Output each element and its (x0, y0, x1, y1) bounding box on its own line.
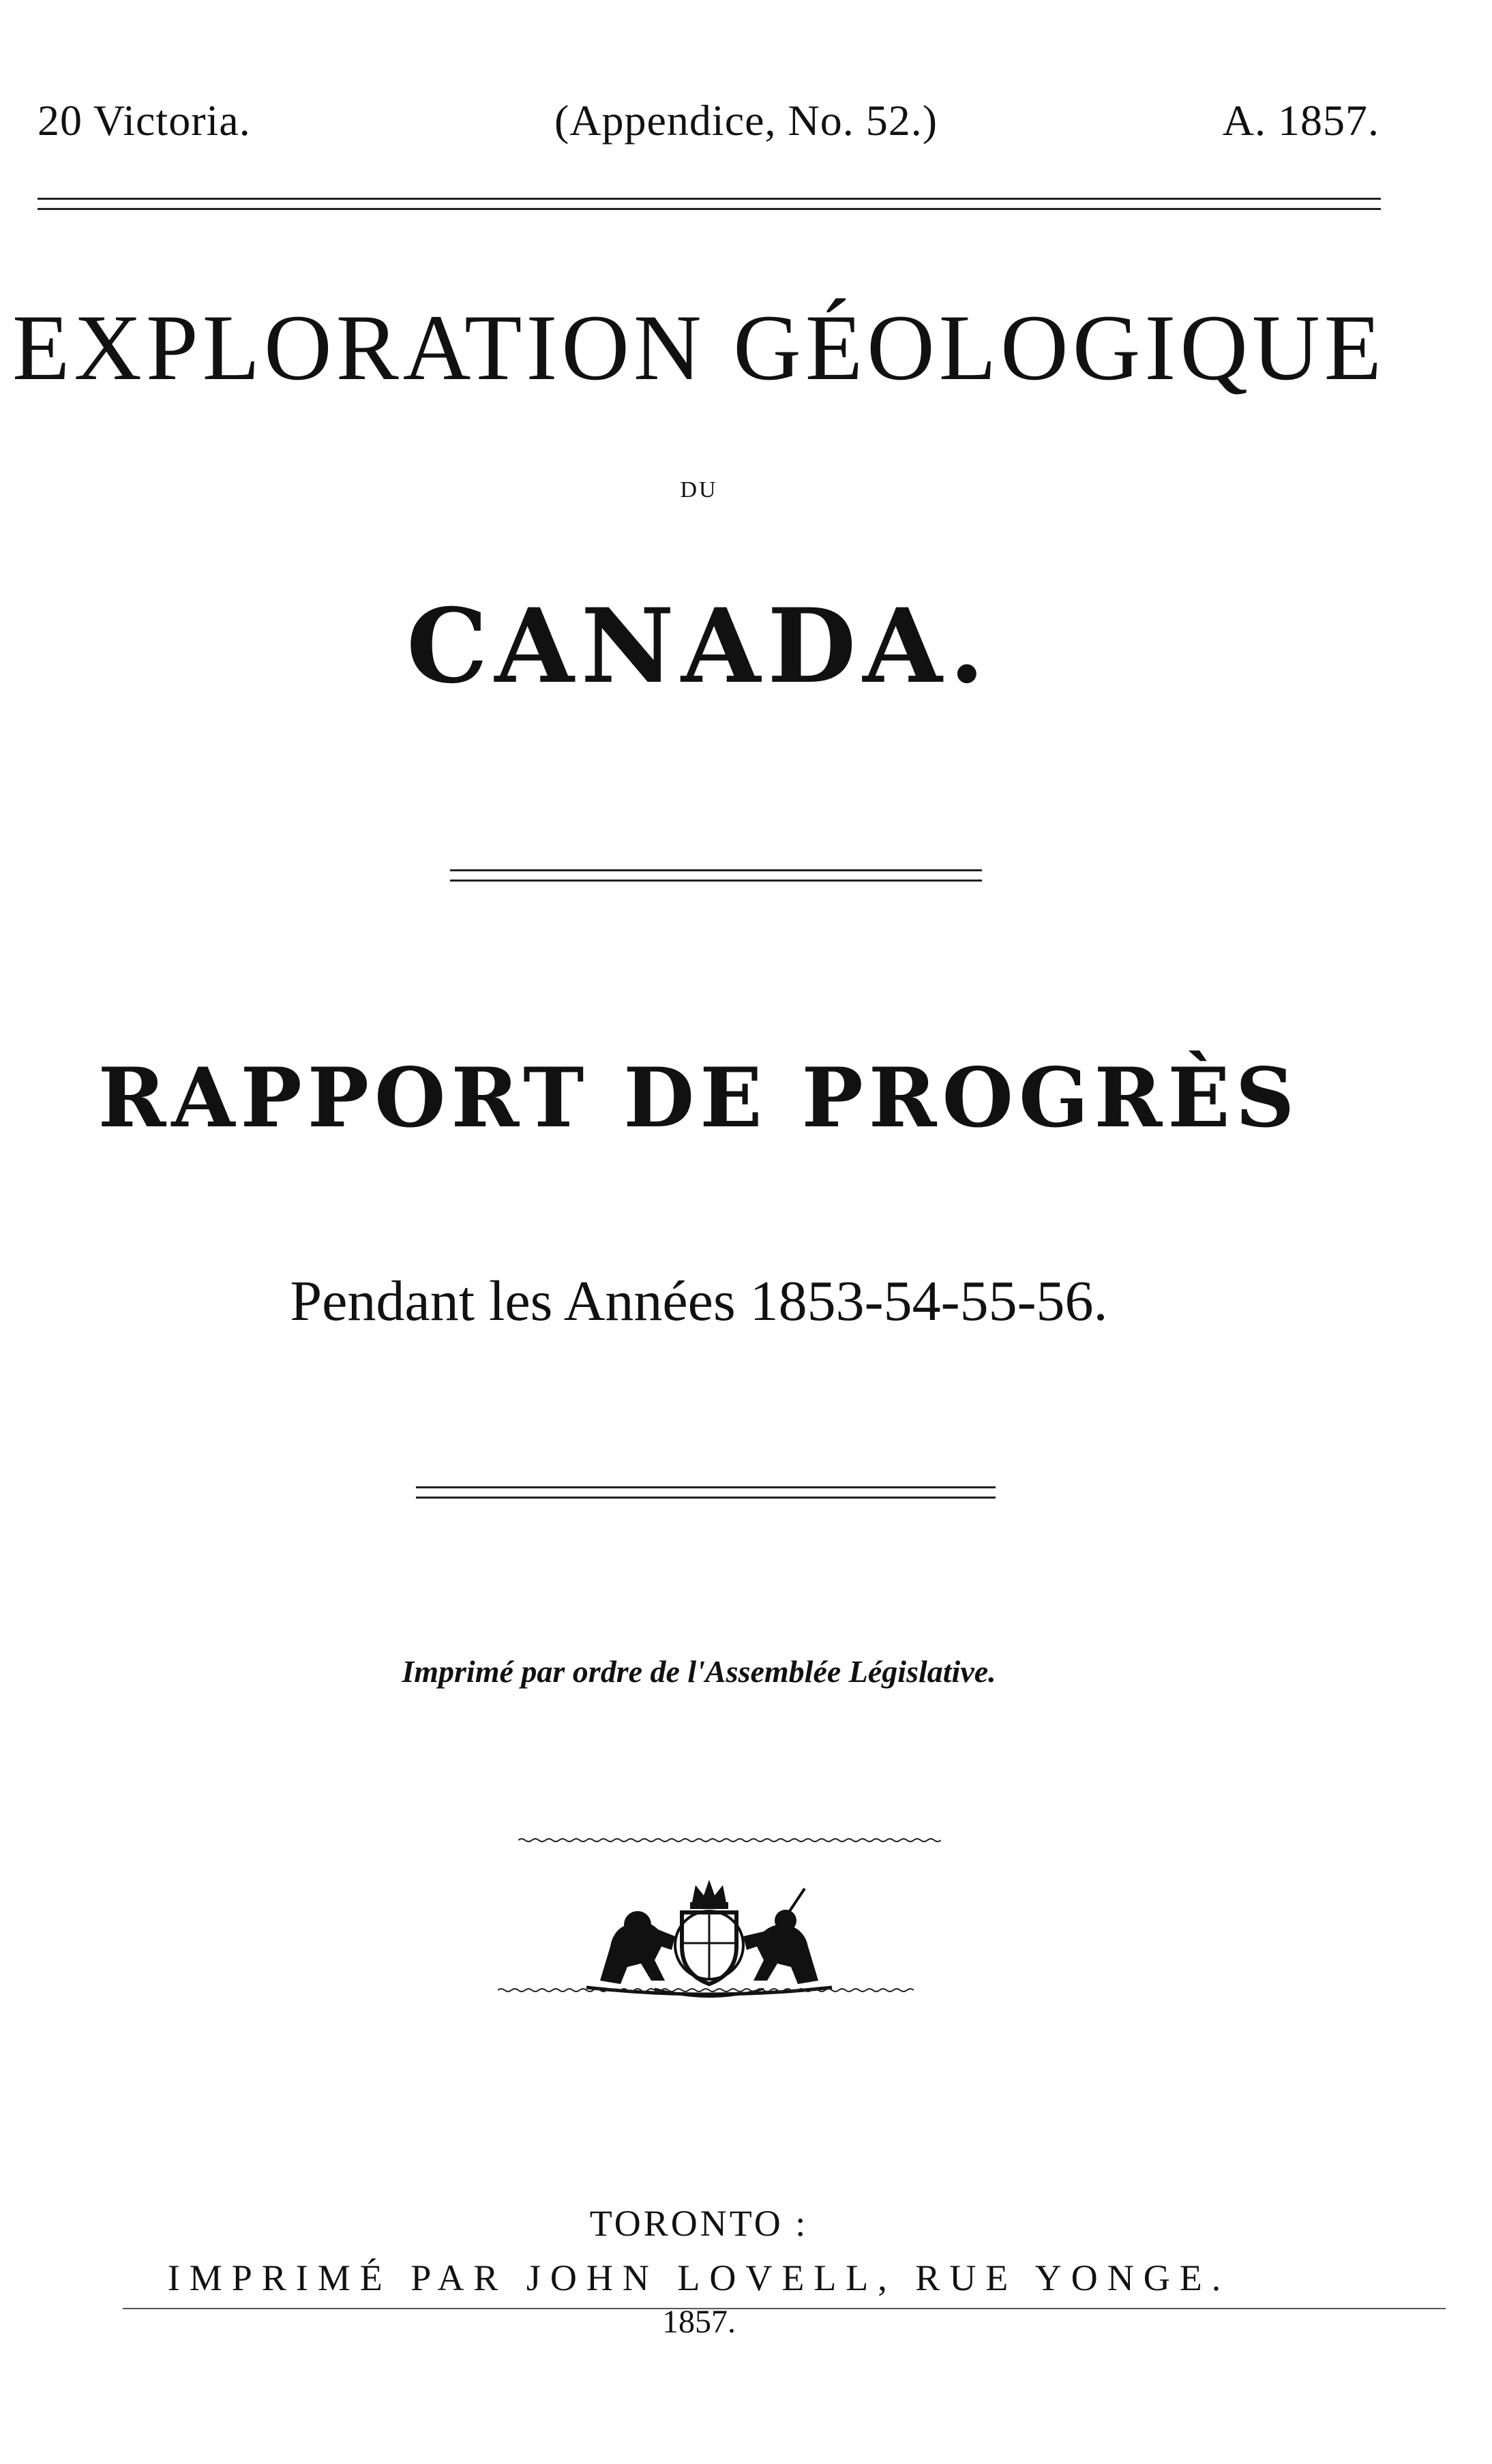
imprint-year: 1857. (662, 2304, 736, 2340)
header-rule-bottom (38, 208, 1381, 210)
header-session: 20 Victoria. (38, 96, 251, 145)
canada-rule-top (450, 869, 982, 871)
report-title: RAPPORT DE PROGRÈS (98, 1050, 1300, 1146)
title-du: DU (680, 477, 718, 502)
canada-rule-bottom (450, 880, 982, 882)
header-rule-top (38, 198, 1381, 200)
imprint-printer: IMPRIMÉ PAR JOHN LOVELL, RUE YONGE. (167, 2257, 1231, 2298)
wavy-rule-bottom (498, 1987, 914, 1993)
header-appendix: (Appendice, No. 52.) (554, 96, 938, 145)
report-period: Pendant les Années 1853-54-55-56. (290, 1269, 1108, 1333)
page-title: EXPLORATION GÉOLOGIQUE (12, 295, 1386, 400)
header-year: A. 1857. (1222, 96, 1379, 145)
imprint-city: TORONTO : (589, 2203, 809, 2244)
period-rule-bottom (416, 1497, 996, 1499)
wavy-rule-top (518, 1837, 941, 1843)
printing-order: Imprimé par ordre de l'Assemblée Législative. (402, 1654, 996, 1689)
title-country: CANADA. (406, 586, 991, 706)
period-rule-top (416, 1486, 996, 1488)
